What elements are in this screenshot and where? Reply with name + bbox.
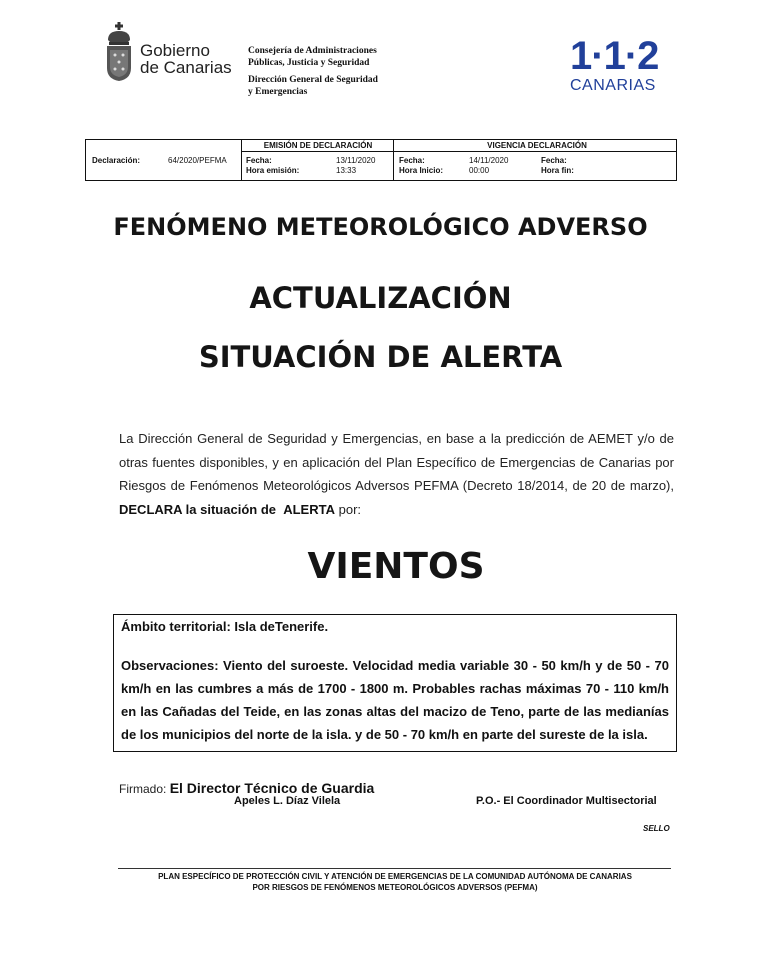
declaracion-value: 64/2020/PEFMA: [168, 156, 227, 165]
logo-112-canarias: [566, 36, 666, 98]
footer-line2: POR RIESGOS DE FENÓMENOS METEOROLÓGICOS ADVERSOS (PEFMA): [252, 883, 538, 892]
direccion-line1: Dirección General de Seguridad: [248, 75, 378, 85]
hora-inicio-label: Hora Inicio:: [399, 166, 444, 175]
director-title: El Director Técnico de Guardia: [169, 780, 375, 796]
footer-divider: [118, 868, 671, 869]
coordinador-text: P.O.- El Coordinador Multisectorial: [476, 795, 657, 807]
gobierno-line2: de Canarias: [140, 58, 232, 77]
logo-112-sub: CANARIAS: [570, 77, 656, 94]
consejeria-line1: Consejería de Administraciones: [248, 46, 377, 56]
direccion-line2: y Emergencias: [248, 86, 308, 97]
coat-of-arms-icon: [104, 22, 134, 82]
sello-label: SELLO: [643, 824, 670, 833]
fecha-vigencia-label: Fecha:: [399, 156, 425, 165]
consejeria-line2: Públicas, Justicia y Seguridad: [248, 57, 370, 68]
observations-box: [113, 614, 677, 752]
situacion-title: SITUACIÓN DE ALERTA: [198, 340, 563, 374]
ambito-territorial: Ámbito territorial: Isla deTenerife.: [121, 619, 329, 634]
observaciones-text: Observaciones: Viento del suroeste. Velocidad media variable 30 - 50 km/h y de 50 - 70 km/h en las cumbres a más de 1700 - 1800 m. Probables rachas máximas 70 - 110 km/h en las Cañadas del Teide, en las zonas altas del macizo de Teno, parte de las medianías de los municipios del norte de la isla. y de 50 - 70 km/h en parte del sureste de la isla.: [121, 658, 669, 742]
gobierno-name: [140, 42, 232, 76]
fecha-emision-value: 13/11/2020: [336, 156, 376, 165]
footer-text: [0, 871, 761, 893]
declaracion-label: Declaración:: [92, 156, 141, 165]
actualizacion-title: ACTUALIZACIÓN: [249, 281, 512, 315]
alerta-text: ALERTA: [283, 501, 335, 517]
paragraph-text: La Dirección General de Seguridad y Emergencias, en base a la predicción de AEMET y/o de otras fuentes disponibles, y en aplicación del Plan Específico de Emergencias de Canarias por Riesgos de Fenómenos Meteorológicos Adversos PEFMA (Decreto 18/2014, de 20 de marzo),: [119, 431, 674, 493]
gobierno-line1: Gobierno: [140, 41, 210, 60]
logo-112-number: 1·1·2: [570, 34, 659, 78]
declaration-table: [85, 139, 677, 181]
gobierno-de-canarias-logo: [104, 22, 239, 84]
phenomenon-title: VIENTOS: [307, 546, 485, 587]
footer-line1: PLAN ESPECÍFICO DE PROTECCIÓN CIVIL Y ATENCIÓN DE EMERGENCIAS DE LA COMUNIDAD AUTÓNOMA DE CANARIAS: [158, 872, 632, 881]
fecha-vigencia-value: 14/11/2020: [469, 156, 509, 165]
hora-inicio-value: 00:00: [469, 166, 490, 175]
firmado-label: Firmado:: [119, 782, 167, 796]
hora-fin-label: Hora fin:: [541, 166, 574, 175]
por-text: por:: [338, 501, 362, 517]
consejeria-block: [248, 46, 378, 98]
emision-header: EMISIÓN DE DECLARACIÓN: [263, 141, 373, 150]
fenomeno-title: FENÓMENO METEOROLÓGICO ADVERSO: [113, 213, 648, 241]
fecha-fin-label: Fecha:: [541, 156, 567, 165]
declaration-paragraph: [119, 427, 674, 521]
declara-text: DECLARA la situación de: [119, 501, 276, 517]
hora-emision-value: 13:33: [336, 166, 357, 175]
hora-emision-label: Hora emisión:: [246, 166, 300, 175]
vigencia-header: VIGENCIA DECLARACIÓN: [487, 141, 587, 150]
fecha-emision-label: Fecha:: [246, 156, 272, 165]
signer-name: Apeles L. Díaz Vilela: [234, 795, 341, 807]
